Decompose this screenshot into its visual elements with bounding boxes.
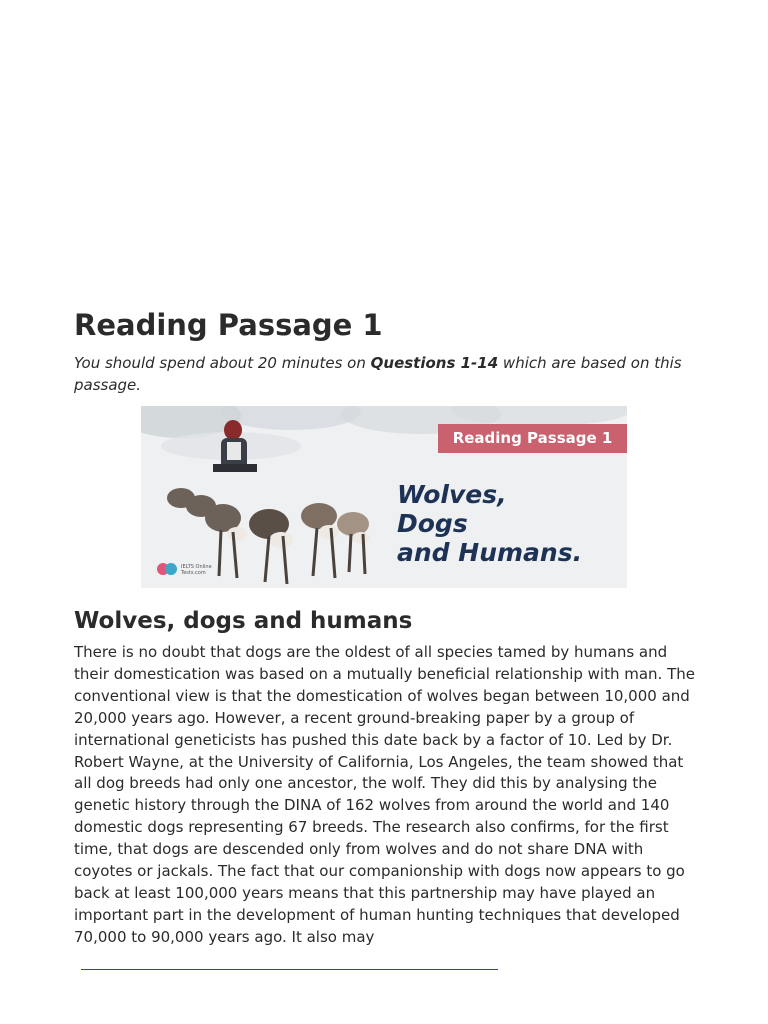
passage-title: Reading Passage 1 (74, 308, 383, 342)
banner-headline-line: Dogs (397, 509, 468, 538)
passage-instructions (74, 352, 698, 396)
reading-passage (74, 306, 698, 949)
instructions-prefix: You should spend about 20 minutes on (74, 354, 371, 372)
instructions-questions: Questions 1-14 (370, 354, 499, 372)
logo-text: IELTS Online (181, 564, 212, 570)
svg-text:Tests.com: Tests.com (181, 570, 206, 576)
passage-banner-image (141, 406, 627, 588)
banner-headline-line: and Humans. (397, 538, 583, 567)
article-body: There is no doubt that dogs are the oldest of all species tamed by humans and their domestication was based on a mutually beneficial relationship with man. The conventional view is that the domestication of wolves began between 10,000 and 20,000 years ago. However, a recent ground-breaking paper by a group of international geneticists has pushed this date back by a factor of 10. Led by Dr. Robert Wayne, at the University of California, Los Angeles, the team showed that all dog breeds had only one ancestor, the wolf. They did this by analysing the genetic history through the DINA of 162 wolves from around the world and 140 domestic dogs representing 67 breeds. The research also confirms, for the first time, that dogs are descended only from wolves and do not share DNA with coyotes or jackals. The fact that our companionship with dogs now appears to go back at least 100,000 years means that this partnership may have played an important part in the development of human hunting techniques that developed 70,000 to 90,000 years ago. It also may (74, 643, 695, 946)
footer-divider (81, 969, 498, 970)
banner-tag: Reading Passage 1 (438, 424, 627, 453)
banner-headline-line: Wolves, (397, 480, 507, 509)
instructions-suffix: which are based on this passage. (74, 354, 682, 394)
article-heading: Wolves, dogs and humans (74, 608, 413, 634)
banner-headline (397, 480, 621, 567)
